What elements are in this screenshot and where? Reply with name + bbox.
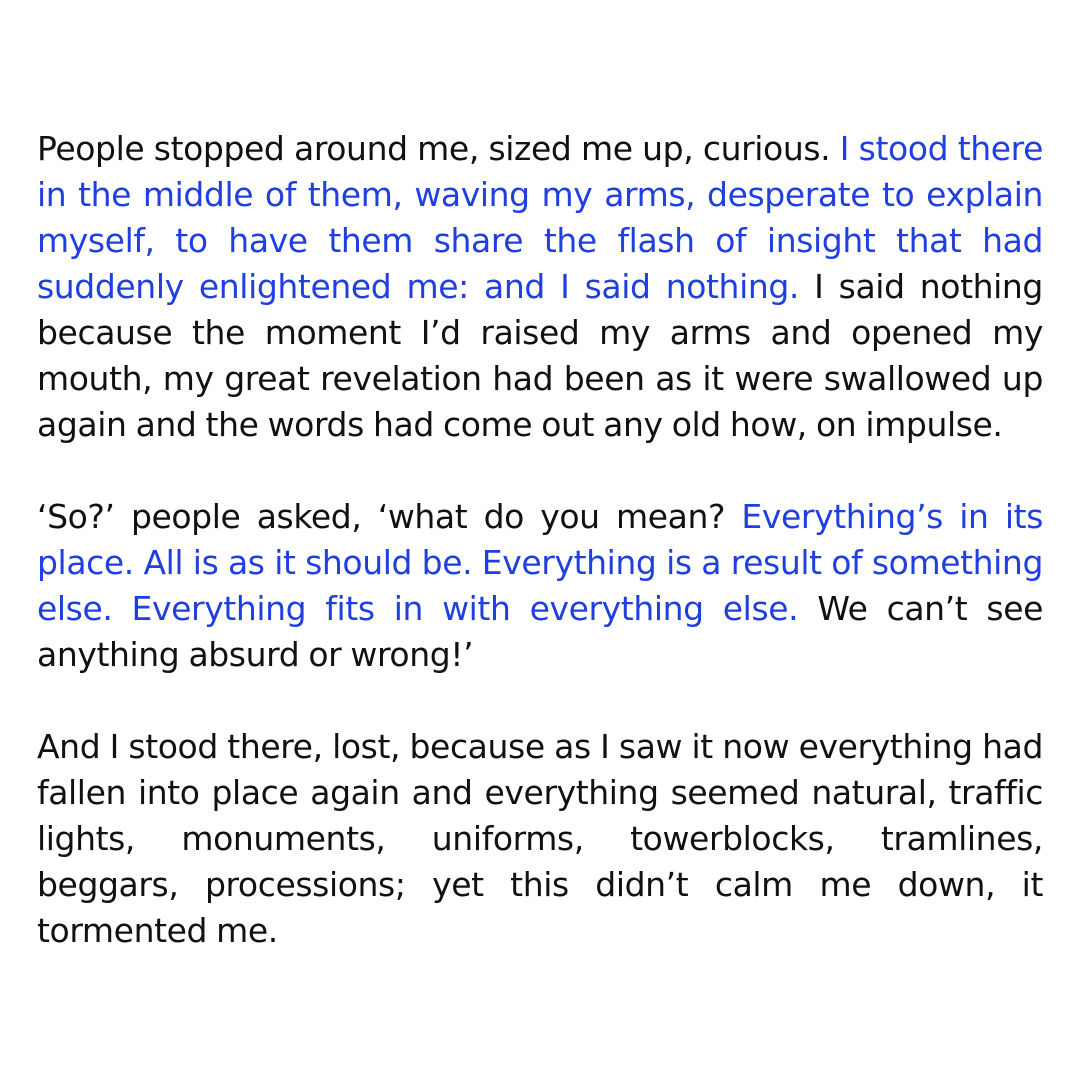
paragraph-1-text: People stopped around me, sized me up, curious. — [37, 129, 840, 168]
paragraph-2-text: ‘So?’ people asked, ‘what do you mean? — [37, 497, 742, 536]
text-excerpt — [37, 126, 1043, 954]
paragraph-3 — [37, 724, 1043, 954]
paragraph-2 — [37, 494, 1043, 678]
paragraph-2-highlight: Everything’s in its place. All is as it should be. Everything is a result of something else. Everything fits in with everything else. — [37, 497, 1043, 628]
paragraph-1-highlight: I stood there in the middle of them, waving my arms, desperate to explain myself, to have them share the flash of insight that had suddenly enlightened me: and I said nothing. — [37, 129, 1043, 306]
paragraph-3-text: And I stood there, lost, because as I saw it now everything had fallen into place again and everything seemed natural, traffic lights, monuments, uniforms, towerblocks, tramlines, beggars, processions; yet this didn’t calm me down, it tormented me. — [37, 727, 1043, 950]
paragraph-1-text-end: I said nothing because the moment I’d raised my arms and opened my mouth, my great revelation had been as it were swallowed up again and the words had come out any old how, on impulse. — [37, 267, 1043, 444]
paragraph-1 — [37, 126, 1043, 448]
paragraph-2-text-end: We can’t see anything absurd or wrong!’ — [37, 589, 1043, 674]
